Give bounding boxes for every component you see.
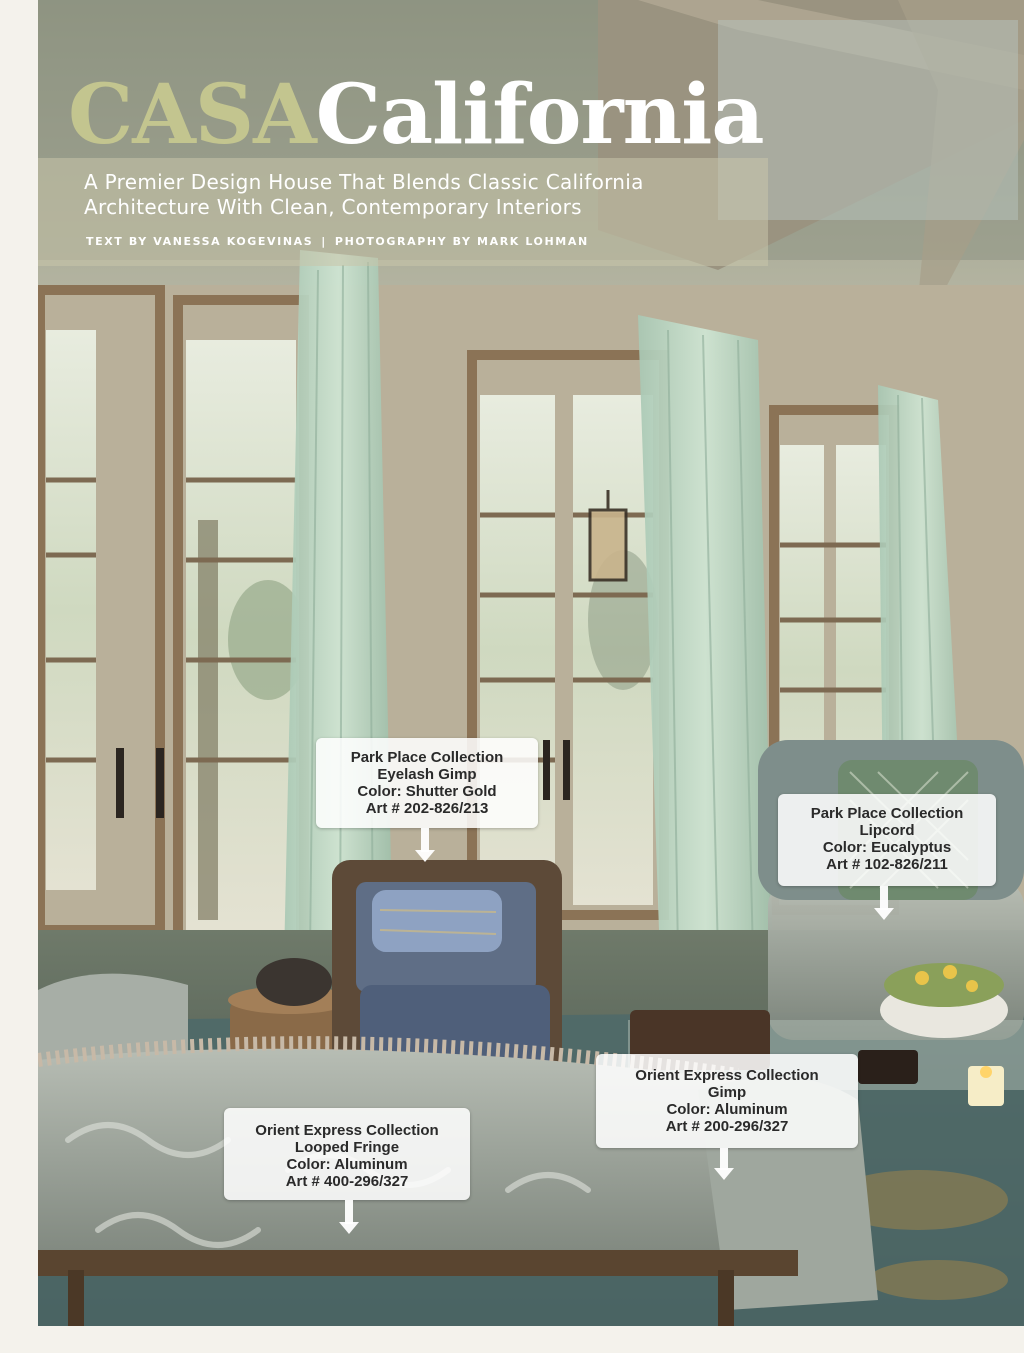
callout-product: Eyelash Gimp bbox=[377, 766, 477, 783]
credit-separator: | bbox=[321, 235, 327, 248]
title-casa: CASA bbox=[68, 67, 316, 163]
subtitle-line-1: A Premier Design House That Blends Classic California bbox=[84, 170, 644, 194]
callout-gimp bbox=[596, 1054, 858, 1148]
callout-collection: Park Place Collection bbox=[350, 749, 504, 766]
callout-product: Looped Fringe bbox=[294, 1139, 400, 1156]
callout-product: Gimp bbox=[707, 1084, 747, 1101]
callout-collection: Orient Express Collection bbox=[635, 1067, 819, 1084]
callout-color: Color: Shutter Gold bbox=[357, 783, 497, 800]
photo-credit: PHOTOGRAPHY BY MARK LOHMAN bbox=[334, 235, 589, 248]
callout-color: Color: Aluminum bbox=[666, 1101, 788, 1118]
byline bbox=[86, 235, 589, 248]
callout-color: Color: Eucalyptus bbox=[822, 839, 952, 856]
title-california: California bbox=[315, 67, 764, 163]
callout-collection: Orient Express Collection bbox=[255, 1122, 439, 1139]
callout-color: Color: Aluminum bbox=[286, 1156, 408, 1173]
article-subtitle bbox=[84, 170, 764, 220]
callout-product: Lipcord bbox=[859, 822, 915, 839]
subtitle-line-2: Architecture With Clean, Contemporary Interiors bbox=[84, 195, 582, 219]
callout-lipcord bbox=[778, 794, 996, 886]
article-title bbox=[68, 67, 764, 163]
callout-article-number: Art # 400-296/327 bbox=[285, 1173, 409, 1190]
callout-eyelash-gimp bbox=[316, 738, 538, 828]
text-credit: TEXT BY VANESSA KOGEVINAS bbox=[86, 235, 314, 248]
callout-collection: Park Place Collection bbox=[810, 805, 964, 822]
callout-looped-fringe bbox=[224, 1108, 470, 1200]
callout-article-number: Art # 202-826/213 bbox=[365, 800, 489, 817]
callout-article-number: Art # 200-296/327 bbox=[665, 1118, 789, 1135]
callout-article-number: Art # 102-826/211 bbox=[826, 856, 948, 873]
